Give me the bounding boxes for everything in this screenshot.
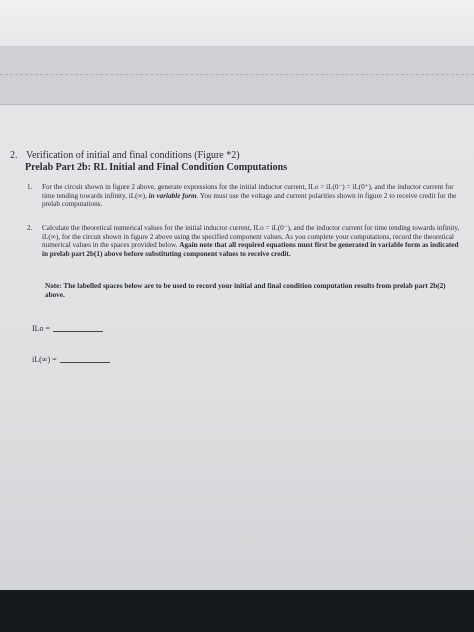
- dashed-divider: [0, 74, 474, 75]
- item-number: 1.: [27, 183, 33, 191]
- prelab-subheading: Prelab Part 2b: RL Initial and Final Condition Computations: [25, 162, 288, 173]
- answer-il-infinity: [32, 355, 110, 364]
- item-text-part: For the circuit shown in figure 2 above, generate expressions for the initial inductor current, ILo = iL(0⁻) = iL(0⁺), and the inductor current for time tending towards infinity, iL(∞),: [42, 183, 454, 200]
- item-text-part: Calculate the theoretical numerical values for the initial inductor current, ILo = iL(0⁻), and the inductor current for time tending towards infinity, iL(∞), for the circuit shown in figure 2 above using the specified component values. As you complete your computations, record the theoretical numerical values in the spaces provided below.: [42, 224, 460, 250]
- answer-blank-ilo[interactable]: [53, 331, 103, 332]
- note-text: Note: The labelled spaces below are to be used to record your initial and final condition computation results from prelab part 2b(2) above.: [45, 282, 446, 299]
- answer-label: iL(∞) =: [32, 355, 57, 364]
- document-page: [0, 105, 474, 590]
- item-text: [42, 183, 462, 209]
- question-title: Verification of initial and final conditions (Figure *2): [26, 150, 240, 161]
- monitor-bezel: [0, 590, 474, 632]
- answer-ilo: [32, 324, 103, 333]
- item-emphasis: in variable form: [148, 191, 197, 200]
- answer-label: ILo =: [32, 324, 51, 333]
- item-text-part: . You must use the voltage and current polarities shown in figure 2 to receive credit for the prelab computations.: [42, 191, 457, 209]
- item-text: [42, 224, 462, 258]
- item-bold-note: Again note that all required equations must first be generated in variable form as indicated in prelab part 2b(1) above before substituting component values to receive credit.: [42, 241, 459, 258]
- header-band: [0, 46, 474, 105]
- question-number: 2.: [10, 150, 18, 161]
- browser-top-strip: [0, 0, 474, 47]
- item-number: 2.: [27, 224, 33, 232]
- answer-blank-il-infinity[interactable]: [60, 362, 110, 363]
- question-heading: [10, 150, 240, 161]
